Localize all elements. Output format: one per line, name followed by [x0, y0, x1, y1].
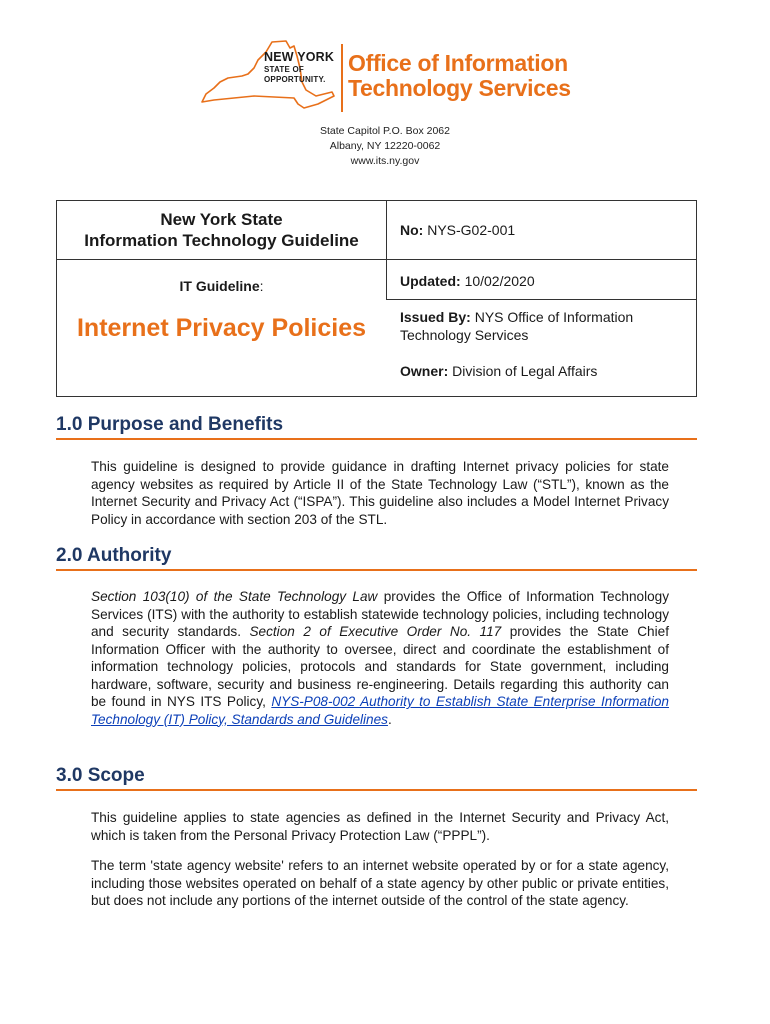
guideline-heading-line2: Information Technology Guideline: [84, 231, 359, 250]
authority-reference-stl: Section 103(10) of the State Technology Law: [91, 589, 378, 604]
address-line1: State Capitol P.O. Box 2062: [320, 125, 450, 137]
document-number-label: No:: [400, 222, 424, 238]
guideline-heading-line1: New York State: [160, 210, 283, 229]
agency-name-line2: Technology Services: [348, 74, 571, 101]
issued-by-value: NYS Office of Information Technology Services: [400, 309, 634, 343]
section-heading-authority: 2.0 Authority: [56, 545, 697, 571]
agency-address: [0, 124, 770, 169]
document-number: [400, 221, 515, 239]
address-website: www.its.ny.gov: [350, 155, 420, 167]
updated-value: 10/02/2020: [464, 273, 535, 289]
logo-divider: [341, 44, 343, 112]
agency-name: [348, 51, 571, 101]
agency-name-line1: Office of Information: [348, 50, 568, 76]
updated-label: Updated:: [400, 273, 461, 289]
address-line2: Albany, NY 12220-0062: [329, 140, 441, 152]
policy-link[interactable]: NYS-P08-002 Authority to Establish State Enterprise Information Technology (IT) Policy, Standards and Guidelines: [91, 694, 669, 727]
purpose-paragraph: This guideline is designed to provide guidance in drafting Internet privacy policies for state agency websites as required by Article II of the State Technology Law (“STL”), known as the Internet Security and Privacy Act (“ISPA”). This guideline also includes a Model Internet Privacy Policy in accordance with section 203 of the STL.: [91, 459, 669, 527]
issued-by-label: Issued By:: [400, 309, 471, 325]
issued-by: [400, 308, 685, 344]
guideline-type: [57, 278, 386, 294]
owner: [400, 362, 597, 380]
document-number-value: NYS-G02-001: [427, 222, 516, 238]
document-title: Internet Privacy Policies: [76, 314, 367, 342]
ny-state-wordmark: [264, 51, 334, 84]
guideline-info-table: [56, 200, 697, 397]
owner-value: Division of Legal Affairs: [452, 363, 598, 379]
ny-wordmark-line1: NEW YORK: [264, 50, 335, 64]
ny-wordmark-line2: STATE OF: [264, 64, 304, 74]
authority-reference-eo: Section 2 of Executive Order No. 117: [249, 624, 502, 639]
authority-text-1: provides the Office of Information Technology Services (ITS) with the authority to establish statewide technology policies, including technology and security standards.: [91, 589, 669, 639]
updated-date: [400, 272, 535, 290]
guideline-type-label: IT Guideline: [179, 278, 260, 294]
scope-paragraph-2: The term 'state agency website' refers to an internet website operated by or for a state agency, including those websites operated on behalf of a state agency by other public or private entities, but does not include any portions of the internet outside of the control of the state agency.: [91, 858, 669, 908]
authority-paragraph: [91, 588, 669, 728]
section-heading-purpose: 1.0 Purpose and Benefits: [56, 414, 697, 440]
table-divider: [386, 259, 697, 260]
guideline-heading: [57, 209, 386, 251]
table-divider: [57, 259, 387, 260]
its-logo: [194, 38, 584, 118]
authority-text-2: provides the State Chief Information Officer with the authority to oversee, direct and coordinate the establishment of information technology policies, protocols and standards for State government, including hardware, software, security and business re-engineering. Details regarding this authority can be found in NYS ITS Policy,: [91, 624, 669, 709]
authority-end: .: [387, 711, 392, 727]
owner-label: Owner:: [400, 363, 449, 379]
guideline-type-colon: :: [259, 278, 264, 294]
ny-wordmark-line3: OPPORTUNITY.: [264, 74, 326, 84]
table-divider: [386, 299, 697, 300]
section-heading-scope: 3.0 Scope: [56, 765, 697, 791]
table-divider: [386, 201, 387, 300]
scope-paragraph-1: This guideline applies to state agencies as defined in the Internet Security and Privacy Act, which is taken from the Personal Privacy Protection Law (“PPPL”).: [91, 810, 669, 843]
